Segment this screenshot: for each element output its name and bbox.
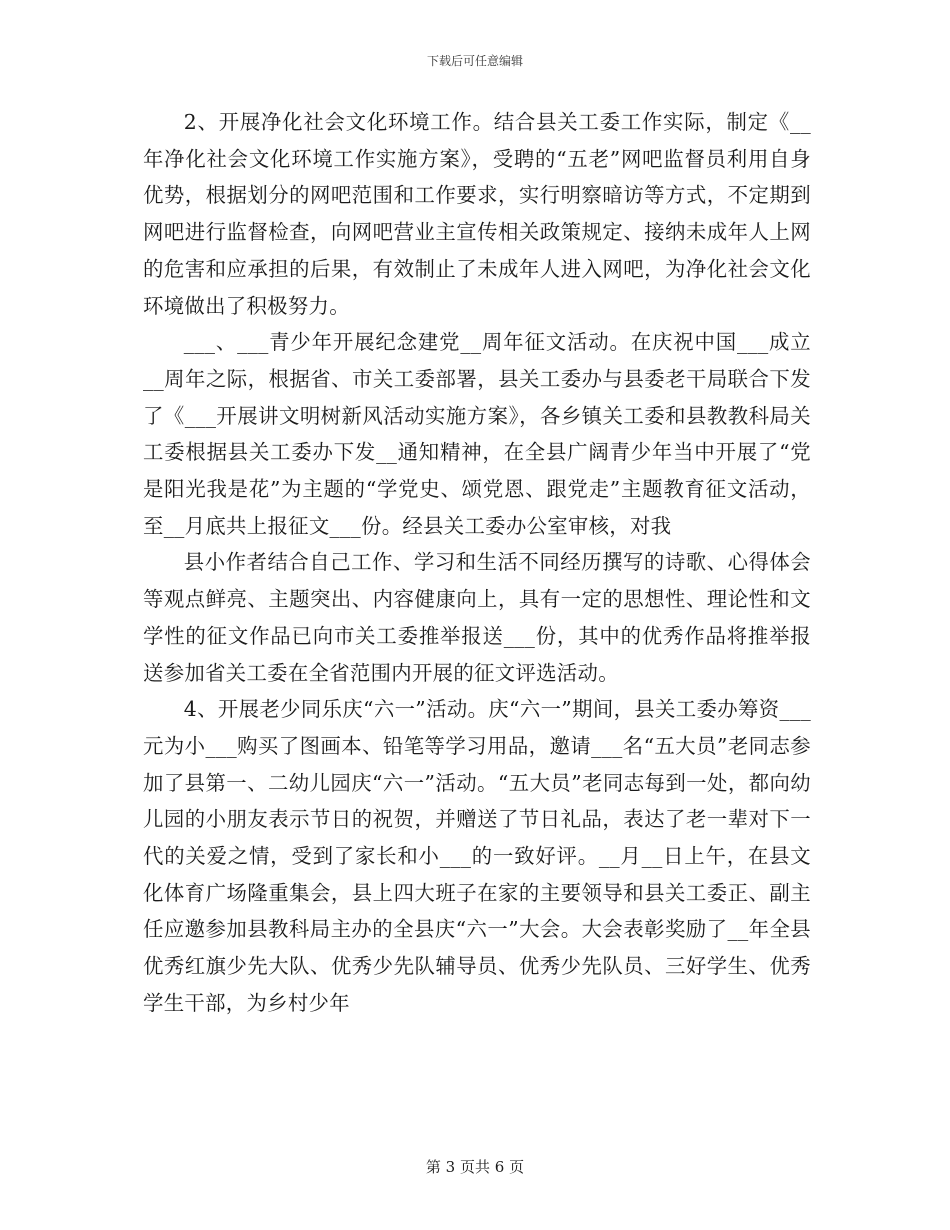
paragraph-3: 县小作者结合自己工作、学习和生活不同经历撰写的诗歌、心得体会等观点鲜亮、主题突出、内容健康向上，具有一定的思想性、理论性和文学性的征文作品已向市关工委推举报送___份，其中的优秀作品将推举报送参加省关工委在全省范围内开展的征文评选活动。 [143,550,811,685]
page-header: 下载后可任意编辑 [426,54,523,68]
document-body [143,104,811,1022]
paragraph-1: 2、开展净化社会文化环境工作。结合县关工委工作实际，制定《__年净化社会文化环境工作实施方案》，受聘的“五老”网吧监督员利用自身优势，根据划分的网吧范围和工作要求，实行明察暗访等方式，不定期到网吧进行监督检查，向网吧营业主宣传相关政策规定、接纳未成年人上网的危害和应承担的后果，有效制止了未成年人进入网吧，为净化社会文化环境做出了积极努力。 [143,110,811,318]
paragraph-4: 4、开展老少同乐庆“六一”活动。庆“六一”期间，县关工委办筹资___元为小___购买了图画本、铅笔等学习用品，邀请___名“五大员”老同志参加了县第一、二幼儿园庆“六一”活动。“五大员”老同志每到一处，都向幼儿园的小朋友表示节日的祝贺，并赠送了节日礼品，表达了老一辈对下一代的关爱之情，受到了家长和小___的一致好评。__月__日上午，在县文化体育广场隆重集会，县上四大班子在家的主要领导和县关工委正、副主任应邀参加县教科局主办的全县庆“六一”大会。大会表彰奖励了__年全县优秀红旗少先大队、优秀少先队辅导员、优秀少先队员、三好学生、优秀学生干部，为乡村少年 [143,697,811,1015]
page-footer: 第 3 页共 6 页 [425,1158,525,1176]
paragraph-2: ___、___青少年开展纪念建党__周年征文活动。在庆祝中国___成立__周年之际，根据省、市关工委部署，县关工委办与县委老干局联合下发了《___开展讲文明树新风活动实施方案》，各乡镇关工委和县教教科局关工委根据县关工委办下发__通知精神，在全县广阔青少年当中开展了“党是阳光我是花”为主题的“学党史、颂党恩、跟党走”主题教育征文活动，至__月底共上报征文___份。经县关工委办公室审核，对我 [143,330,811,538]
